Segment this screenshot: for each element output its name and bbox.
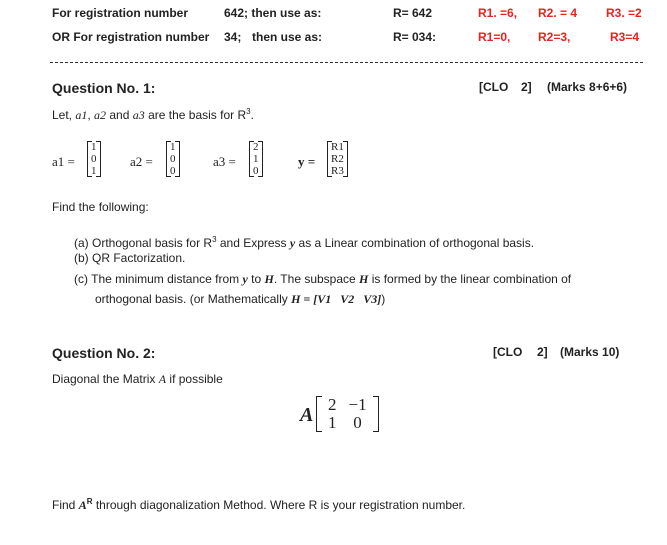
- vector-a1-label: a1 =: [52, 154, 75, 169]
- q1-intro-suffix: are the basis for R: [148, 108, 247, 122]
- q2-matrix-cell: 2: [328, 395, 337, 414]
- vector-a2-value: 1: [170, 141, 176, 153]
- q1-clo: [CLO: [479, 80, 509, 94]
- vector-a1-value: 0: [91, 153, 97, 165]
- q2-marks: (Marks 10): [560, 345, 620, 359]
- q1-marks: (Marks 8+6+6): [547, 80, 628, 94]
- q1-intro-prefix: Let,: [52, 108, 73, 122]
- q2-find-prefix: Find: [52, 498, 79, 512]
- reg-r-2: R= 034:: [393, 30, 437, 44]
- reg-r1-2: R1=0,: [478, 30, 511, 44]
- q1-part-a-mid: and Express: [216, 236, 290, 250]
- q2-matrix: [316, 396, 379, 432]
- q1-part-a-y: y: [289, 236, 296, 250]
- q2-find-sup: R: [86, 497, 93, 506]
- q1-part-c: [74, 270, 646, 289]
- reg-number-2: 34;: [224, 30, 242, 44]
- q1-part-c-close: ): [381, 292, 386, 306]
- q2-clo-num: 2]: [537, 345, 548, 359]
- q1-part-a-sup: 3: [212, 235, 217, 244]
- q2-matrix-cell: −1: [348, 395, 367, 414]
- vector-y: [327, 141, 348, 177]
- q1-intro-sup: 3: [246, 107, 251, 116]
- q1-find: Find the following:: [52, 200, 149, 214]
- reg-r2-1: R2. = 4: [538, 6, 578, 20]
- q1-part-c-line2: [95, 290, 667, 309]
- q2-intro: [52, 372, 223, 387]
- q2-title: Question No. 2:: [52, 345, 156, 361]
- reg-label-2: OR For registration number: [52, 30, 210, 44]
- q1-part-c-math: H = [V1 V2 V3]: [291, 292, 382, 306]
- q1-part-c-to: to: [247, 272, 265, 286]
- reg-r1-1: R1. =6,: [478, 6, 518, 20]
- vector-a3-value: 2: [253, 141, 259, 153]
- q1-part-c-line2-text: orthogonal basis. (or Mathematically: [95, 292, 292, 306]
- vector-a1: [87, 141, 101, 177]
- q2-find: [52, 497, 465, 513]
- reg-r2-2: R2=3,: [538, 30, 571, 44]
- reg-r3-1: R3. =2: [606, 6, 642, 20]
- q1-part-c-H: H: [264, 272, 274, 286]
- reg-r-1: R= 642: [393, 6, 433, 20]
- q2-matrix-cell: 1: [328, 413, 337, 432]
- q1-part-c-H2: H: [359, 272, 369, 286]
- q2-find-end: through diagonalization Method. Where R is your registration number.: [92, 498, 466, 512]
- q2-intro-text: Diagonal the Matrix: [52, 372, 159, 386]
- q1-intro-a2: a2: [94, 108, 107, 122]
- vector-a1-value: 1: [91, 165, 97, 177]
- q1-title: Question No. 1:: [52, 80, 156, 96]
- vector-y-value: R2: [331, 153, 344, 165]
- dashed-divider: [50, 62, 643, 63]
- vector-y-value: R3: [331, 165, 344, 177]
- q2-matrix-label: A: [300, 404, 314, 426]
- q1-intro-end: .: [250, 108, 254, 122]
- q2-intro-end: if possible: [166, 372, 223, 386]
- vector-a2-value: 0: [170, 153, 176, 165]
- q2-intro-A: A: [158, 372, 167, 386]
- q1-part-c-end: is formed by the linear combination of: [368, 272, 572, 286]
- reg-label-1: For registration number: [52, 6, 189, 20]
- q1-part-b: (b) QR Factorization.: [74, 251, 186, 265]
- vector-a2: [166, 141, 180, 177]
- vector-a2-label: a2 =: [130, 154, 153, 169]
- q1-part-a-prefix: (a) Orthogonal basis for R: [74, 236, 213, 250]
- q1-clo-num: 2]: [521, 80, 532, 94]
- reg-r3-2: R3=4: [610, 30, 640, 44]
- q1-intro: Let, a1, a2 and a3 are the basis for $R^3$.: [52, 107, 254, 122]
- q1-intro-a3: a3: [132, 108, 145, 122]
- q2-matrix-cell: 0: [353, 413, 362, 432]
- q1-part-c-y: y: [242, 272, 248, 286]
- q1-intro-and: and: [109, 108, 130, 122]
- vector-a2-value: 0: [170, 165, 176, 177]
- reg-then-2: then use as:: [252, 30, 323, 44]
- q1-part-c-prefix: (c) The minimum distance from: [74, 272, 243, 286]
- vector-a3-value: 0: [253, 165, 259, 177]
- q1-part-c-mid: . The subspace: [273, 272, 360, 286]
- vector-a3-label: a3 =: [213, 154, 236, 169]
- q1-intro-a1: a1: [75, 108, 88, 122]
- vector-y-label: y =: [298, 154, 316, 169]
- q2-find-A: A: [78, 498, 87, 512]
- reg-number-1: 642; then use as:: [224, 6, 322, 20]
- vector-a3: [249, 141, 263, 177]
- q1-part-a-end: as a Linear combination of orthogonal basis.: [295, 236, 535, 250]
- vector-a1-value: 1: [91, 141, 97, 153]
- vector-y-value: R1: [331, 141, 344, 153]
- vector-a3-value: 1: [253, 153, 259, 165]
- q2-clo: [CLO: [493, 345, 523, 359]
